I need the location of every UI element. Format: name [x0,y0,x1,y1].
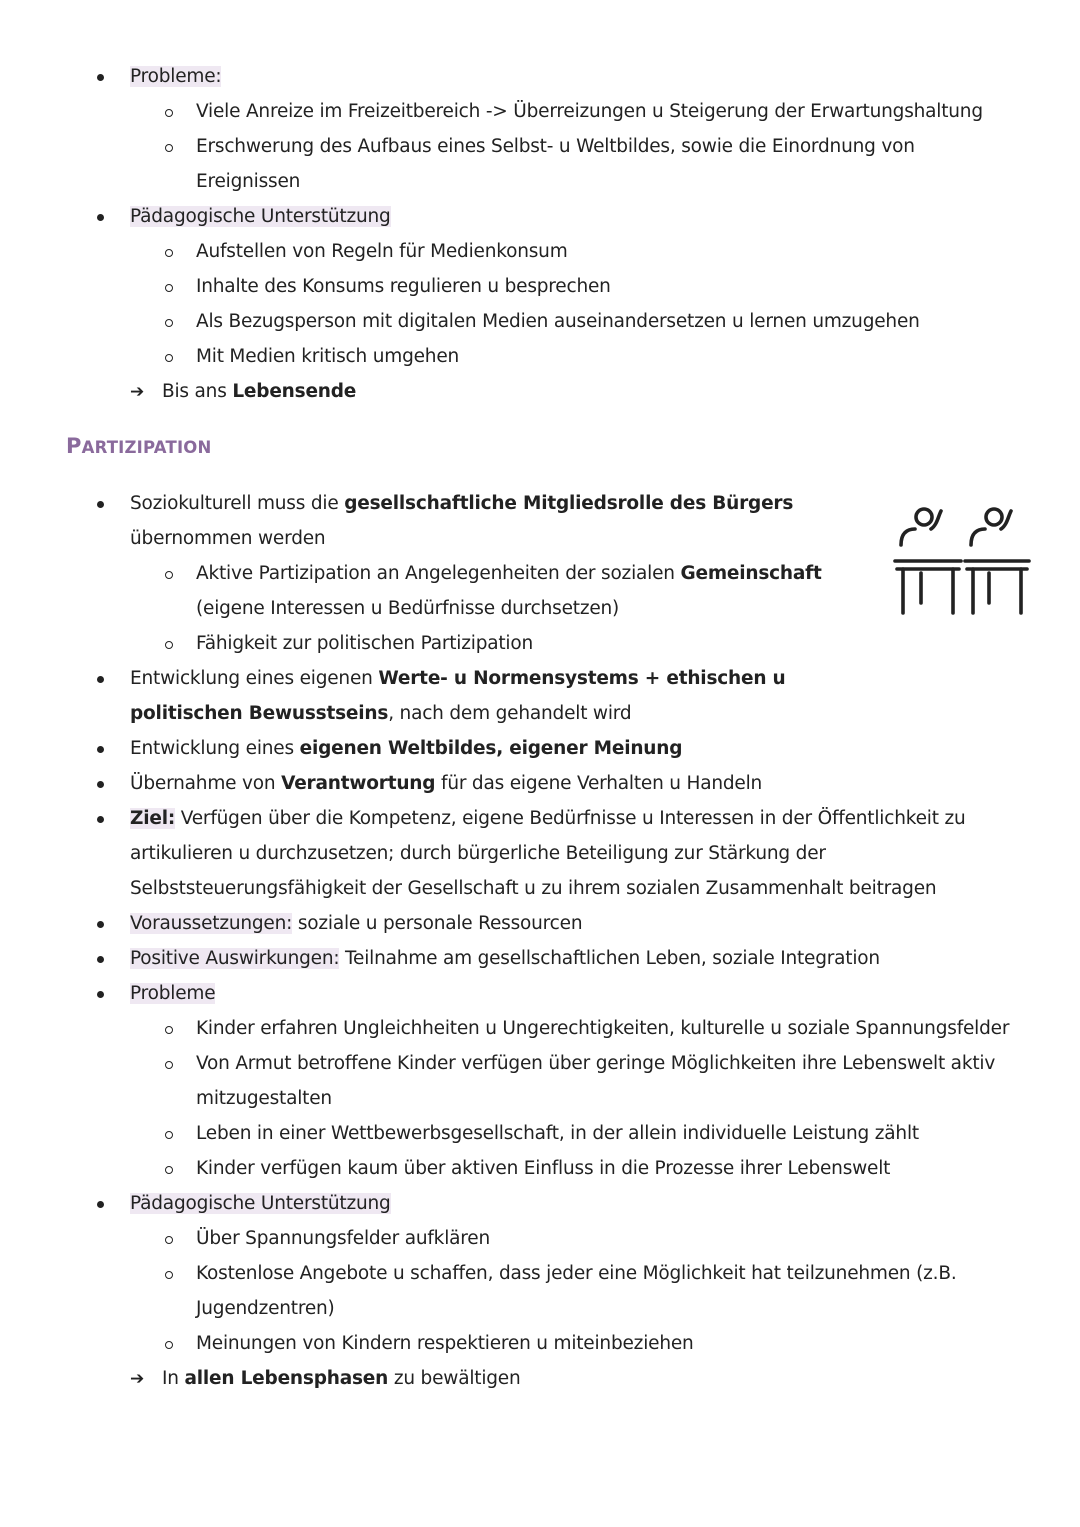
list-item: Inhalte des Konsums regulieren u besprechen [196,276,611,297]
bullet-icon [97,501,104,508]
list-item: Kinder verfügen kaum über aktiven Einfluss in die Prozesse ihrer Lebenswelt [196,1158,891,1179]
list-item: Positive Auswirkungen: Teilnahme am gesellschaftlichen Leben, soziale Integration [130,948,880,969]
circle-bullet-icon [165,1271,173,1279]
bullet-icon [97,781,104,788]
bullet-icon [97,991,104,998]
circle-bullet-icon [165,1026,173,1034]
circle-bullet-icon [165,571,173,579]
circle-bullet-icon [165,109,173,117]
bullet-icon [97,1201,104,1208]
probleme-label: Probleme: [130,66,222,87]
list-item: Entwicklung eines eigenen Werte- u Normensystems + ethischen u [130,668,786,689]
people-at-lecterns-icon [893,503,1031,619]
bullet-icon [97,956,104,963]
list-item-cont: Ereignissen [196,171,301,192]
circle-bullet-icon [165,354,173,362]
circle-bullet-icon [165,1166,173,1174]
list-item: Kostenlose Angebote u schaffen, dass jeder eine Möglichkeit hat teilzunehmen (z.B. [196,1263,957,1284]
paed-label: Pädagogische Unterstützung [130,206,391,227]
arrow-note: Bis ans Lebensende [162,381,357,402]
list-item-cont: politischen Bewusstseins, nach dem gehandelt wird [130,703,632,724]
section-heading: PARTIZIPATION [66,434,212,458]
list-item-cont: artikulieren u durchzusetzen; durch bürgerliche Beteiligung zur Stärkung der [130,843,826,864]
list-item-cont: mitzugestalten [196,1088,332,1109]
arrow-note: In allen Lebensphasen zu bewältigen [162,1368,521,1389]
list-item: Über Spannungsfelder aufklären [196,1228,490,1249]
circle-bullet-icon [165,249,173,257]
circle-bullet-icon [165,284,173,292]
bullet-icon [97,214,104,221]
list-item: Übernahme von Verantwortung für das eigene Verhalten u Handeln [130,773,763,794]
list-item: Mit Medien kritisch umgehen [196,346,460,367]
circle-bullet-icon [165,1061,173,1069]
list-item: Meinungen von Kindern respektieren u miteinbeziehen [196,1333,694,1354]
paed-label: Pädagogische Unterstützung [130,1193,391,1214]
circle-bullet-icon [165,319,173,327]
circle-bullet-icon [165,1131,173,1139]
bullet-icon [97,746,104,753]
ziel-item: Ziel: Verfügen über die Kompetenz, eigene Bedürfnisse u Interessen in der Öffentlichkeit zu [130,808,966,829]
bullet-icon [97,921,104,928]
circle-bullet-icon [165,144,173,152]
list-item: Von Armut betroffene Kinder verfügen über geringe Möglichkeiten ihre Lebenswelt aktiv [196,1053,996,1074]
bullet-icon [97,816,104,823]
circle-bullet-icon [165,1236,173,1244]
list-item-cont: Selbststeuerungsfähigkeit der Gesellschaft u zu ihrem sozialen Zusammenhalt beitragen [130,878,937,899]
list-item: Fähigkeit zur politischen Partizipation [196,633,534,654]
circle-bullet-icon [165,1341,173,1349]
bullet-icon [97,676,104,683]
list-item: Soziokulturell muss die gesellschaftliche Mitgliedsrolle des Bürgers [130,493,794,514]
probleme-label: Probleme [130,983,216,1004]
list-item: Kinder erfahren Ungleichheiten u Ungerechtigkeiten, kulturelle u soziale Spannungsfelder [196,1018,1010,1039]
list-item: Als Bezugsperson mit digitalen Medien auseinandersetzen u lernen umzugehen [196,311,920,332]
list-item: Viele Anreize im Freizeitbereich -> Überreizungen u Steigerung der Erwartungshaltung [196,101,983,122]
circle-bullet-icon [165,641,173,649]
list-item-cont: übernommen werden [130,528,326,549]
list-item: Aufstellen von Regeln für Medienkonsum [196,241,568,262]
list-item: Voraussetzungen: soziale u personale Ressourcen [130,913,583,934]
list-item: Erschwerung des Aufbaus eines Selbst- u Weltbildes, sowie die Einordnung von [196,136,915,157]
bullet-icon [97,74,104,81]
list-item: Entwicklung eines eigenen Weltbildes, eigener Meinung [130,738,683,759]
list-item: Leben in einer Wettbewerbsgesellschaft, in der allein individuelle Leistung zählt [196,1123,919,1144]
list-item-cont: (eigene Interessen u Bedürfnisse durchsetzen) [196,598,620,619]
list-item-cont: Jugendzentren) [196,1298,335,1319]
arrow-right-icon: ➔ [130,1369,145,1389]
list-item: Aktive Partizipation an Angelegenheiten der sozialen Gemeinschaft [196,563,822,584]
arrow-right-icon: ➔ [130,382,145,402]
